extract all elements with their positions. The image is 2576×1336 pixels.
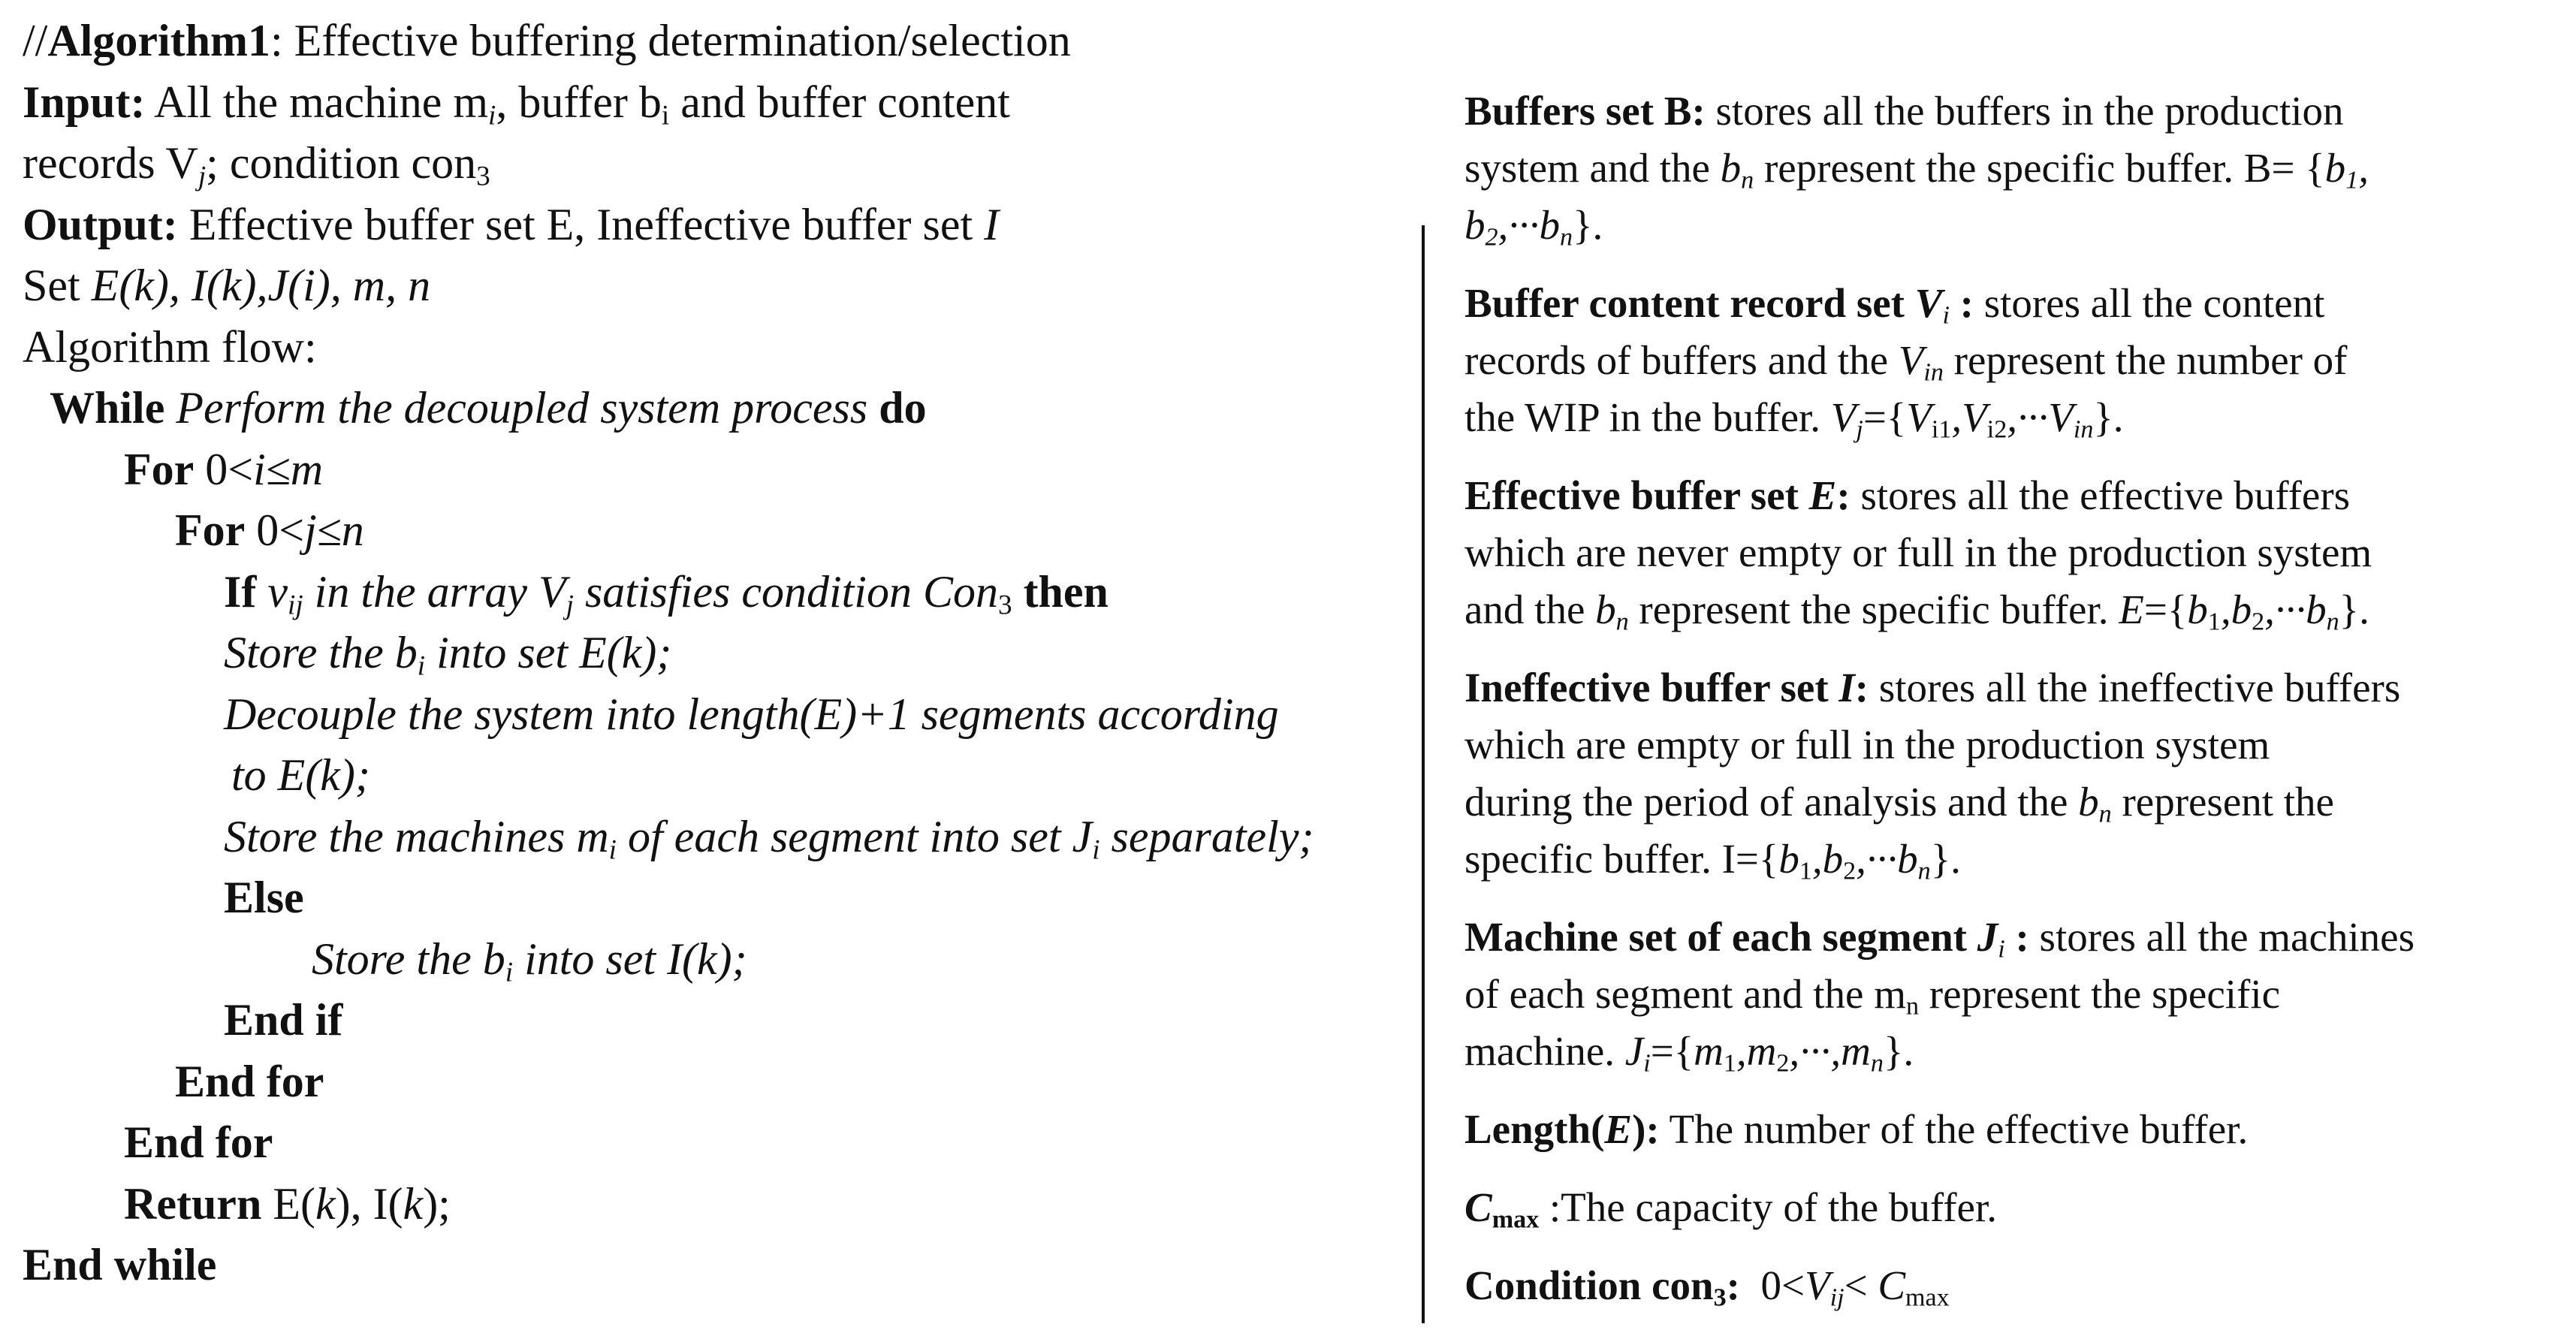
variable: j≤n — [304, 505, 364, 555]
variable: C — [1878, 1262, 1906, 1308]
text: ), I( — [335, 1178, 403, 1229]
subscript: i — [505, 956, 514, 988]
vertical-divider — [1422, 225, 1425, 1323]
definition-buffers-set — [1464, 83, 2568, 254]
text: Store the b — [224, 628, 418, 677]
subscript: 1 — [2345, 166, 2359, 195]
text: represent the specific buffer. — [1628, 587, 2119, 632]
subscript: 3 — [997, 589, 1012, 620]
definition-term: Condition con — [1464, 1262, 1714, 1308]
variable: E — [1604, 1106, 1633, 1152]
variable: V — [1830, 394, 1857, 440]
text: The number of the effective buffer. — [1659, 1106, 2249, 1152]
text: during the period of analysis and the — [1464, 779, 2079, 825]
definition-condition — [1464, 1257, 2568, 1314]
while-line — [23, 378, 1412, 439]
subscript: j — [198, 161, 207, 192]
comment-prefix: // — [23, 16, 48, 65]
variable: V — [1805, 1262, 1830, 1308]
text: system and the — [1464, 145, 1721, 191]
definition-line — [1464, 83, 2568, 140]
variables: E(k), I(k),J(i), m, n — [91, 261, 431, 310]
input-line-1 — [23, 72, 1412, 134]
text: < — [1844, 1262, 1878, 1308]
text: }. — [1573, 202, 1603, 248]
definition-line — [1464, 1101, 2568, 1158]
input-label: Input: — [23, 77, 146, 127]
text: 0< — [256, 505, 305, 555]
text: represent the specific — [1919, 971, 2281, 1017]
subscript: i — [1998, 935, 2005, 964]
definition-line — [1464, 1179, 2568, 1236]
text: ,···, — [1789, 1028, 1842, 1074]
definition-content-record-set — [1464, 275, 2568, 446]
text: Effective buffer set E, Ineffective buffer set — [189, 199, 985, 249]
variable: m — [1694, 1028, 1724, 1074]
keyword-for: For — [175, 505, 246, 555]
variable: b — [2231, 587, 2252, 632]
text: represent the specific buffer. B= { — [1754, 145, 2325, 191]
keyword-else: Else — [224, 873, 304, 922]
text: All the machine m — [154, 77, 488, 127]
text: and buffer content — [669, 77, 1010, 127]
keyword-end-for-outer: End for — [124, 1117, 273, 1167]
definition-term: Ineffective buffer set — [1464, 665, 1839, 710]
definition-ineffective-set — [1464, 659, 2568, 888]
store-e-line — [23, 623, 1412, 684]
variable: b — [1822, 836, 1844, 882]
text: : — [1854, 665, 1869, 710]
definition-length-e — [1464, 1101, 2568, 1158]
keyword-then: then — [1023, 566, 1109, 617]
variable: b — [2306, 587, 2327, 632]
text: }. — [1883, 1028, 1914, 1074]
subscript: ij — [1829, 1283, 1845, 1312]
subscript: 2 — [1776, 1049, 1790, 1078]
variable: C — [1464, 1184, 1492, 1230]
subscript: n — [1905, 992, 1920, 1021]
subscript: in — [1923, 358, 1944, 387]
subscript: i2 — [1986, 415, 2007, 444]
text: :The capacity of the buffer. — [1539, 1184, 1997, 1230]
algorithm-name: Algorithm1 — [47, 16, 270, 65]
text: ={ — [1650, 1028, 1694, 1074]
text: : — [1949, 280, 1974, 326]
subscript: ij — [287, 589, 303, 620]
definition-line — [1464, 197, 2568, 254]
text: the WIP in the buffer. — [1464, 394, 1831, 440]
subscript: 1 — [1723, 1049, 1736, 1078]
subscript: i — [608, 834, 617, 865]
return-line — [23, 1174, 1412, 1235]
keyword-end-while: End while — [23, 1240, 217, 1289]
text: represent the — [2111, 779, 2334, 825]
subscript: n — [1917, 857, 1931, 885]
text: records V — [23, 138, 198, 188]
definition-term: Length( — [1464, 1106, 1605, 1152]
definition-term: Buffers set B: — [1464, 88, 1706, 134]
text: Store the b — [312, 933, 505, 984]
variable: E — [1808, 472, 1837, 518]
definition-line — [1464, 467, 2568, 524]
text: : — [1836, 472, 1851, 518]
definition-line — [1464, 909, 2568, 966]
variable: k — [315, 1178, 336, 1229]
subscript: i — [417, 650, 426, 682]
definition-line — [1464, 659, 2568, 716]
text: ; condition con — [206, 138, 477, 188]
definition-line: which are empty or full in the production system — [1464, 722, 2270, 768]
definition-line — [1464, 140, 2568, 197]
subscript: max — [1492, 1205, 1540, 1234]
variable: b — [2324, 145, 2346, 191]
text: stores all the machines — [2029, 914, 2415, 960]
variable: I — [1838, 665, 1855, 710]
subscript: 3 — [1713, 1283, 1727, 1312]
text: of each segment and the m — [1464, 971, 1906, 1017]
text: Set — [23, 261, 92, 310]
store-i-line — [23, 929, 1412, 991]
text: and the — [1464, 587, 1596, 632]
keyword-if: If — [224, 566, 257, 617]
keyword-return: Return — [124, 1178, 262, 1229]
variable: V — [1962, 394, 1987, 440]
definition-machine-set — [1464, 909, 2568, 1080]
text: E( — [273, 1178, 315, 1229]
definitions-block — [1464, 83, 2568, 1335]
text: ,··· — [2007, 394, 2049, 440]
definition-cmax — [1464, 1179, 2568, 1236]
subscript: i — [488, 99, 496, 131]
variable: I — [984, 199, 1000, 249]
text: ): — [1632, 1106, 1660, 1152]
text: into set I(k); — [524, 933, 747, 984]
variable: V — [2048, 394, 2074, 440]
algorithm-title — [23, 11, 1412, 72]
definition-effective-set — [1464, 467, 2568, 638]
text: ={ — [2143, 587, 2188, 632]
variable: V — [1906, 394, 1932, 440]
text: into set E(k); — [436, 628, 672, 677]
text: 0< — [205, 444, 254, 494]
variable: k — [403, 1178, 424, 1229]
subscript: i — [661, 99, 670, 131]
definition-line — [1464, 774, 2568, 831]
variable: E — [2119, 587, 2144, 632]
text: stores all the effective buffers — [1850, 472, 2351, 518]
text: : — [1726, 1262, 1740, 1308]
subscript: j — [1856, 415, 1863, 444]
subscript: 3 — [476, 161, 490, 192]
text: ,··· — [1498, 202, 1540, 248]
subscript: i — [1092, 834, 1100, 865]
definition-line — [1464, 1257, 2568, 1314]
definition-line — [1464, 389, 2568, 446]
algorithm-block — [23, 11, 1412, 1296]
subscript: n — [1560, 223, 1573, 252]
text: stores all the content — [1973, 280, 2325, 326]
text: : — [2004, 914, 2029, 960]
definition-line — [1464, 1023, 2568, 1080]
keyword-end-for-inner: End for — [175, 1056, 324, 1106]
variable: b — [1539, 202, 1561, 248]
text: machine. — [1464, 1028, 1625, 1074]
text: ={ — [1863, 394, 1907, 440]
text: stores all the ineffective buffers — [1869, 665, 2401, 710]
text: ,··· — [2264, 587, 2306, 632]
variable: b — [2078, 779, 2099, 825]
variable: b — [1778, 836, 1799, 882]
subscript: j — [566, 589, 574, 620]
text: ); — [423, 1178, 451, 1229]
subscript: in — [2073, 415, 2094, 444]
variable: m — [1841, 1028, 1871, 1074]
text: , — [1736, 1028, 1747, 1074]
text: stores all the buffers in the production — [1715, 88, 2344, 134]
text: , — [1811, 836, 1823, 882]
definition-line: which are never empty or full in the production system — [1464, 529, 2372, 575]
variable: b — [2187, 587, 2208, 632]
text: specific buffer. I={ — [1464, 836, 1779, 882]
text: }. — [2093, 394, 2124, 440]
text: in the array V — [314, 566, 566, 617]
decouple-line-1: Decouple the system into length(E)+1 segments according — [224, 689, 1279, 739]
variable: b — [1720, 145, 1742, 191]
variable: J — [1624, 1028, 1644, 1074]
variable: b — [1595, 587, 1616, 632]
variable: b — [1464, 202, 1486, 248]
text: of each segment into set J — [628, 811, 1093, 861]
subscript: n — [1870, 1049, 1884, 1078]
store-machines-line — [23, 807, 1412, 868]
set-line — [23, 255, 1412, 317]
variable: V — [1914, 280, 1943, 326]
text: , buffer b — [496, 77, 662, 127]
subscript: i1 — [1931, 415, 1952, 444]
keyword-for: For — [124, 444, 195, 494]
text: satisfies condition Con — [584, 566, 998, 617]
definition-term: Buffer content record set — [1464, 280, 1915, 326]
text: }. — [2339, 587, 2369, 632]
variable: V — [1898, 337, 1924, 383]
subscript: n — [2326, 608, 2339, 636]
variable: i≤m — [253, 444, 324, 494]
definition-line — [1464, 581, 2568, 638]
definition-term: Machine set of each segment — [1464, 914, 1977, 960]
decouple-line-2: to E(k); — [231, 750, 370, 800]
subscript: 2 — [1485, 223, 1498, 252]
text: 0< — [1740, 1262, 1805, 1308]
condition: Perform the decoupled system process — [176, 383, 868, 433]
text: ,··· — [1856, 836, 1898, 882]
subscript: 2 — [2252, 608, 2265, 636]
variable: m — [1746, 1028, 1777, 1074]
variable: b — [1897, 836, 1918, 882]
subscript: 1 — [2207, 608, 2221, 636]
output-line — [23, 195, 1412, 256]
subscript: n — [1615, 608, 1629, 636]
text: separately; — [1111, 811, 1314, 861]
text: }. — [1930, 836, 1961, 882]
subscript: 1 — [1799, 857, 1812, 885]
variable: J — [1977, 914, 1998, 960]
definition-line — [1464, 831, 2568, 888]
subscript: max — [1905, 1283, 1950, 1312]
text: records of buffers and the — [1464, 337, 1899, 383]
algorithm-title-text: : Effective buffering determination/selection — [270, 16, 1071, 65]
keyword-end-if: End if — [224, 995, 343, 1045]
subscript: n — [1741, 166, 1754, 195]
keyword-while: While — [50, 383, 165, 433]
text: , — [2220, 587, 2231, 632]
keyword-do: do — [879, 383, 927, 433]
output-label: Output: — [23, 199, 178, 249]
text: , — [2358, 145, 2369, 191]
if-line — [23, 562, 1412, 623]
subscript: 2 — [1843, 857, 1857, 885]
subscript: n — [2098, 800, 2112, 828]
variable: v — [267, 566, 288, 617]
text: , — [1951, 394, 1962, 440]
for-i-line — [23, 439, 1412, 501]
text: represent the number of — [1943, 337, 2348, 383]
definition-term: Effective buffer set — [1464, 472, 1809, 518]
subscript: i — [1942, 301, 1950, 330]
text: Store the machines m — [224, 811, 609, 861]
definition-line — [1464, 332, 2568, 389]
subscript: i — [1643, 1049, 1651, 1078]
definition-line — [1464, 966, 2568, 1023]
for-j-line — [23, 500, 1412, 562]
definition-line — [1464, 275, 2568, 332]
input-line-2 — [23, 133, 1412, 195]
flow-label: Algorithm flow: — [23, 321, 317, 372]
